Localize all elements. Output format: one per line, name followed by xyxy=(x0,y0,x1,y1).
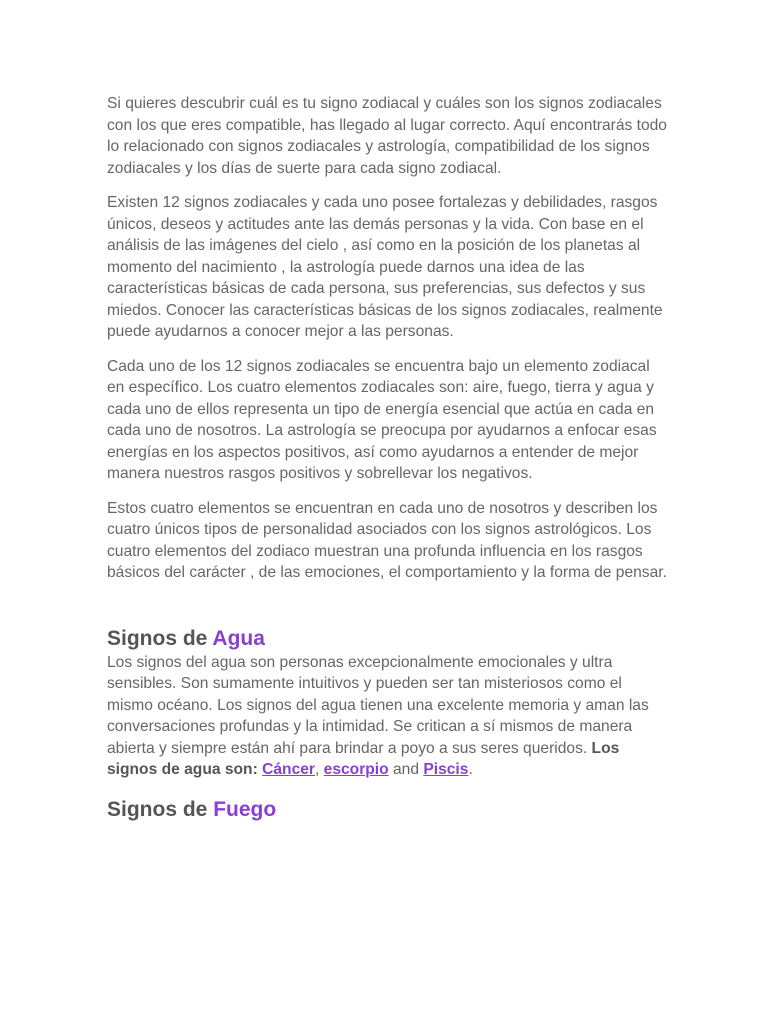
intro-paragraph: Si quieres descubrir cuál es tu signo zodiacal y cuáles son los signos zodiacales con los que eres compatible, has llegado al lugar correcto. Aquí encontrarás todo lo relacionado con signos zodiacales y astrología, compatibilidad de los signos zodiacales y los días de suerte para cada signo zodiacal. xyxy=(107,95,667,177)
agua-heading xyxy=(107,626,667,652)
article-content xyxy=(107,93,667,823)
cancer-link[interactable]: Cáncer xyxy=(262,761,315,778)
zodiac-signs-paragraph: Existen 12 signos zodiacales y cada uno posee fortalezas y debilidades, rasgos únicos, deseos y actitudes ante las demás personas y la vida. Con base en el análisis de las imágenes del cielo , así como en la posición de los planetas al momento del nacimiento , la astrología puede darnos una idea de las características básicas de cada persona, sus preferencias, sus defectos y sus miedos. Conocer las características básicas de los signos zodiacales, realmente puede ayudarnos a conocer mejor a las personas. xyxy=(107,194,663,340)
escorpio-link[interactable]: escorpio xyxy=(323,761,389,778)
fuego-heading-accent: Fuego xyxy=(213,797,277,821)
separator-1: , xyxy=(314,761,324,778)
piscis-link[interactable]: Piscis xyxy=(423,761,469,778)
agua-heading-accent: Agua xyxy=(212,626,265,650)
elements-paragraph: Cada uno de los 12 signos zodiacales se encuentra bajo un elemento zodiacal en específico. Los cuatro elementos zodiacales son: aire, fuego, tierra y agua y cada uno de ellos representa un tipo de energía esencial que actúa en cada en cada uno de nosotros. La astrología se preocupa por ayudarnos a enfocar esas energías en los aspectos positivos, así como ayudarnos a entender de mejor manera nuestros rasgos positivos y sobrellevar los negativos. xyxy=(107,357,657,482)
fuego-heading-prefix: Signos de xyxy=(107,797,214,821)
fuego-heading xyxy=(107,797,667,823)
personality-paragraph: Estos cuatro elementos se encuentran en cada uno de nosotros y describen los cuatro únicos tipos de personalidad asociados con los signos astrológicos. Los cuatro elementos del zodiaco muestran una profunda influencia en los rasgos básicos del carácter , de las emociones, el comportamiento y la forma de pensar. xyxy=(107,499,667,581)
agua-text: Los signos del agua son personas excepcionalmente emocionales y ultra sensibles. Son sumamente intuitivos y pueden ser tan misteriosos como el mismo océano. Los signos del agua tienen una excelente memoria y aman las conversaciones profundas y la intimidad. Se critican a sí mismos de manera abierta y siempre están ahí para brindar a poyo a sus seres queridos. xyxy=(107,653,649,757)
agua-heading-prefix: Signos de xyxy=(107,626,213,650)
agua-description xyxy=(107,652,667,781)
separator-2: and xyxy=(388,761,424,778)
agua-bold-label: Los signos de agua son: xyxy=(107,739,620,778)
agua-end-period: . xyxy=(468,761,473,778)
